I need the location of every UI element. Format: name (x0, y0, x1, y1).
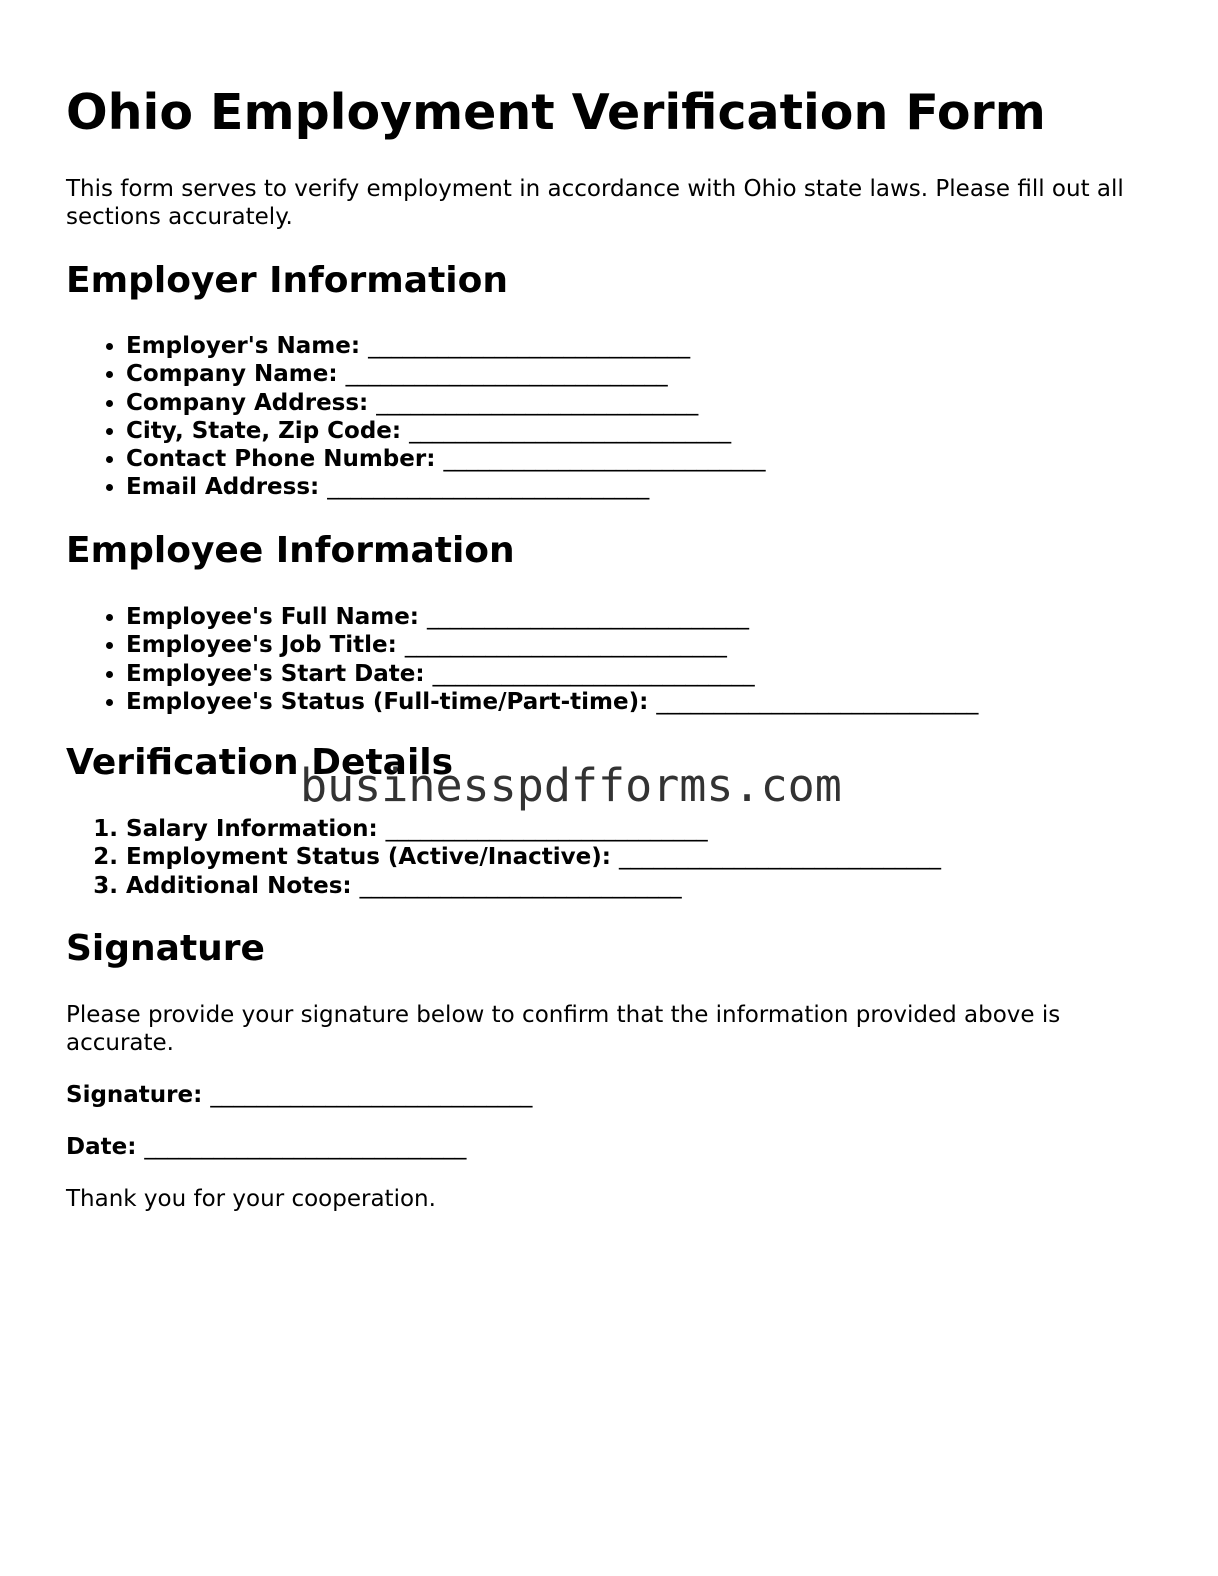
list-item (126, 360, 765, 388)
signature-field[interactable]: ____________________________ (210, 1082, 533, 1108)
date-line (66, 1133, 466, 1161)
employer-field-list (66, 332, 765, 502)
employment-status-label: Employment Status (Active/Inactive): (126, 844, 611, 871)
email-address-label: Email Address: (126, 474, 320, 501)
employer-section-heading: Employer Information (66, 260, 509, 301)
date-label: Date: (66, 1134, 137, 1160)
employee-full-name-label: Employee's Full Name: (126, 604, 420, 630)
date-field[interactable]: ____________________________ (144, 1134, 467, 1160)
employee-start-date-field[interactable]: ____________________________ (432, 660, 755, 687)
company-address-label: Company Address: (126, 389, 369, 416)
signature-label: Signature: (66, 1082, 203, 1108)
employee-status-label: Employee's Status (Full-time/Part-time): (126, 688, 649, 715)
list-item (126, 473, 765, 501)
city-state-zip-field[interactable]: ____________________________ (409, 417, 732, 444)
company-name-field[interactable]: ____________________________ (345, 361, 668, 388)
employee-job-title-field[interactable]: ____________________________ (404, 632, 727, 659)
list-item (126, 843, 941, 871)
list-item (126, 688, 978, 716)
additional-notes-label: Additional Notes: (126, 872, 352, 899)
list-item (126, 631, 978, 659)
employee-full-name-field[interactable]: ____________________________ (427, 604, 750, 630)
contact-phone-field[interactable]: ____________________________ (443, 446, 766, 473)
watermark: businesspdfforms.com (300, 759, 842, 812)
verification-field-list (66, 815, 941, 900)
page-title: Ohio Employment Verification Form (66, 84, 1046, 141)
signature-section-heading: Signature (66, 928, 265, 969)
signature-instructions: Please provide your signature below to confirm that the information provided above is accurate. (66, 1002, 1061, 1056)
additional-notes-field[interactable]: ____________________________ (359, 872, 682, 899)
list-item (126, 417, 765, 445)
employer-name-field[interactable]: ____________________________ (368, 333, 691, 359)
closing-text: Thank you for your cooperation. (66, 1186, 436, 1212)
employee-start-date-label: Employee's Start Date: (126, 660, 425, 687)
intro-text: This form serves to verify employment in accordance with Ohio state laws. Please fill out all sections accurately. (66, 176, 1124, 230)
list-item (126, 445, 765, 473)
contact-phone-label: Contact Phone Number: (126, 446, 436, 473)
list-item (126, 660, 978, 688)
email-address-field[interactable]: ____________________________ (327, 474, 650, 501)
employer-name-label: Employer's Name: (126, 333, 361, 359)
list-item (126, 603, 978, 631)
employee-field-list (66, 603, 978, 716)
company-address-field[interactable]: ____________________________ (376, 389, 699, 416)
verification-section-heading: Verification Details (66, 742, 454, 783)
list-item (126, 872, 941, 900)
list-item (126, 389, 765, 417)
salary-information-field[interactable]: ____________________________ (385, 816, 708, 842)
list-item (126, 815, 941, 843)
employee-job-title-label: Employee's Job Title: (126, 632, 397, 659)
signature-line (66, 1081, 532, 1109)
employee-section-heading: Employee Information (66, 530, 515, 571)
employment-status-field[interactable]: ____________________________ (619, 844, 942, 871)
employee-status-field[interactable]: ____________________________ (656, 688, 979, 715)
salary-information-label: Salary Information: (126, 816, 378, 842)
company-name-label: Company Name: (126, 361, 338, 388)
city-state-zip-label: City, State, Zip Code: (126, 417, 402, 444)
list-item (126, 332, 765, 360)
